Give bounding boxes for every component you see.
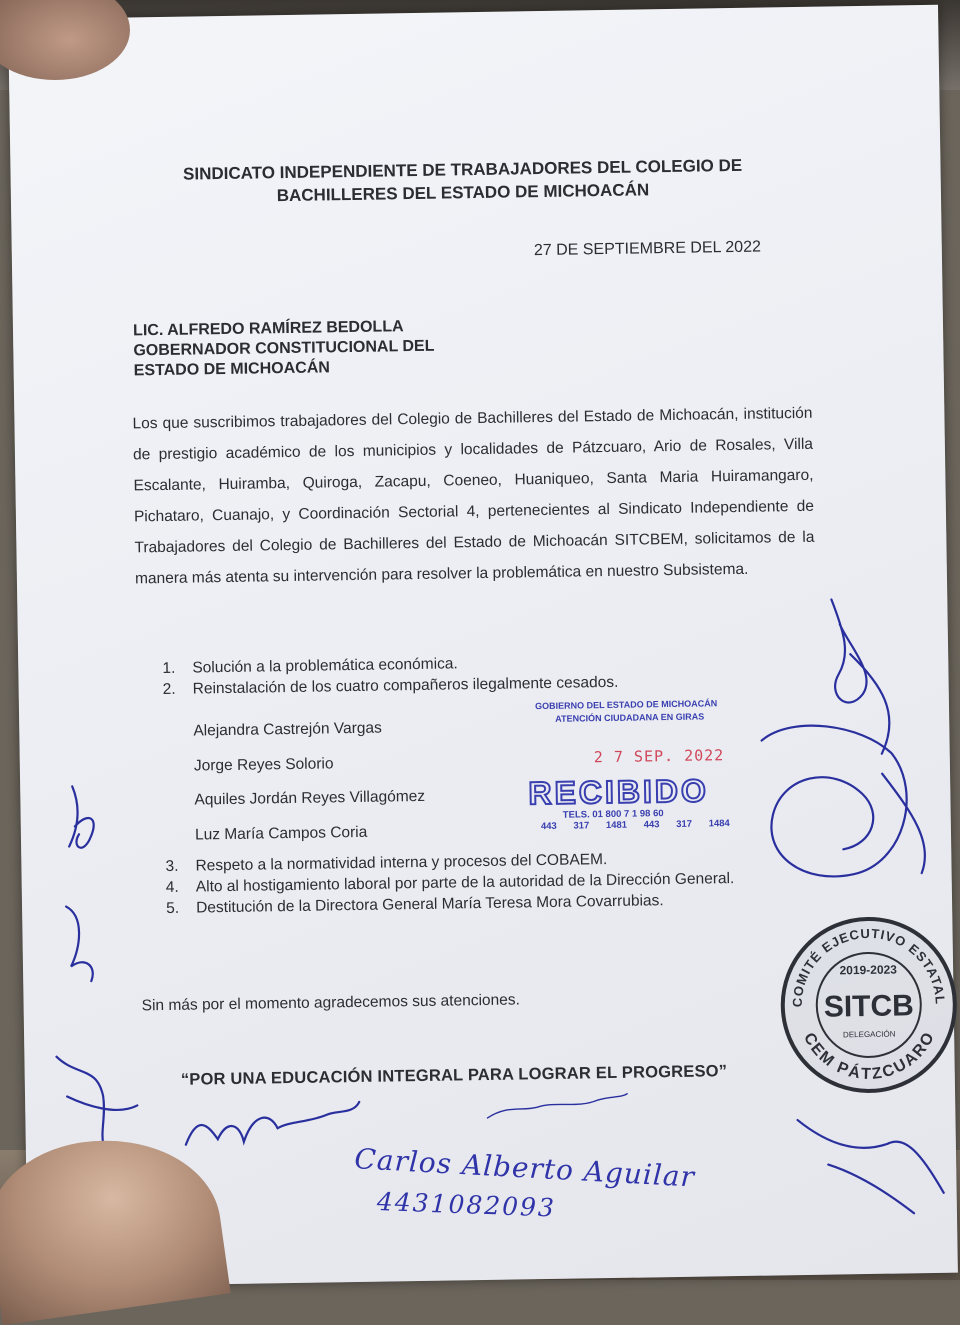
seal-top-text: COMITÉ EJECUTIVO ESTATAL xyxy=(789,925,948,1008)
name-item: Luz María Campos Coria xyxy=(194,823,368,843)
demand-text: Destitución de la Directora General María Teresa Mora Covarrubias. xyxy=(196,892,664,917)
stamp-received-word: RECIBIDO xyxy=(528,772,710,812)
signature-bottom-right xyxy=(798,1118,944,1215)
demand-number: 5. xyxy=(166,899,180,917)
demand-number: 4. xyxy=(165,878,179,896)
demand-number: 1. xyxy=(162,659,176,677)
name-item: Alejandra Castrejón Vargas xyxy=(193,719,382,740)
seal-delegation-label: DELEGACIÓN xyxy=(842,1029,896,1040)
signature-bottom-center xyxy=(185,1102,360,1145)
stamp-agency-line-1: GOBIERNO DEL ESTADO DE MICHOACÁN xyxy=(534,698,718,712)
stamp-tel-numbers: 443 317 1481 443 317 1484 xyxy=(540,818,730,833)
document-date: 27 DE SEPTIEMBRE DEL 2022 xyxy=(533,238,762,260)
stamp-date: 2 7 SEP. 2022 xyxy=(593,746,725,767)
demand-text: Solución a la problemática económica. xyxy=(192,655,458,677)
union-motto: “POR UNA EDUCACIÓN INTEGRAL PARA LOGRAR EL PROGRESO” xyxy=(180,1062,728,1089)
signature-left-margin xyxy=(64,786,96,981)
demand-number: 3. xyxy=(165,857,179,875)
demand-text: Alto al hostigamiento laboral por parte de la autoridad de la Dirección General. xyxy=(195,870,735,896)
signature-right-top xyxy=(831,599,889,755)
stamp-agency-line-2: ATENCIÓN CIUDADANA EN GIRAS xyxy=(555,711,705,724)
signature-right-loop xyxy=(761,724,925,878)
demand-text: Reinstalación de los cuatro compañeros ilegalmente cesados. xyxy=(192,673,619,698)
name-item: Aquiles Jordán Reyes Villagómez xyxy=(194,787,426,809)
demand-text: Respeto a la normatividad interna y procesos del COBAEM. xyxy=(195,851,608,875)
closing-sentence: Sin más por el momento agradecemos sus atenciones. xyxy=(141,991,521,1015)
stamp-tels: TELS. 01 800 7 1 98 60 xyxy=(562,808,664,821)
title-line-2: BACHILLERES DEL ESTADO DE MICHOACÁN xyxy=(276,180,650,206)
name-item: Jorge Reyes Solorio xyxy=(193,754,334,775)
handwritten-phone: 4431082093 xyxy=(376,1187,557,1223)
title-line-1: SINDICATO INDEPENDIENTE DE TRABAJADORES DEL COLEGIO DE xyxy=(182,155,743,184)
seal-logo: SITCB xyxy=(823,989,915,1024)
seal-bottom-text: CEM PÁTZCUARO xyxy=(799,1028,939,1084)
demand-number: 2. xyxy=(162,680,176,698)
handwritten-name: Carlos Alberto Aguilar xyxy=(353,1142,696,1194)
addressee-state: ESTADO DE MICHOACÁN xyxy=(133,359,330,380)
body-paragraph: Los que suscribimos trabajadores del Colegio de Bachilleres del Estado de Michoacán, institución de prestigio académico de los municipios y localidades de Pátzcuaro, Ario de Rosales, Villa Escalante, Huiramba, Quiroga, Zacapu, Coeneo, Huaniqueo, Santa Maria Huiramangaro, Pichataro, Cuanajo, y Coordinación Sectorial 4, pertenecientes al Sindicato Independiente de Trabajadores del Colegio de Bachilleres del Estado de Michoacán SITCBEM, solicitamos de la manera más atenta su intervención para resolver la problemática en nuestro Subsistema. xyxy=(132,404,815,588)
addressee-title: GOBERNADOR CONSTITUCIONAL DEL xyxy=(133,337,435,360)
signature-bottom-small xyxy=(487,1094,627,1118)
addressee-name: LIC. ALFREDO RAMÍREZ BEDOLLA xyxy=(132,318,404,340)
seal-years: 2019-2023 xyxy=(839,962,898,978)
